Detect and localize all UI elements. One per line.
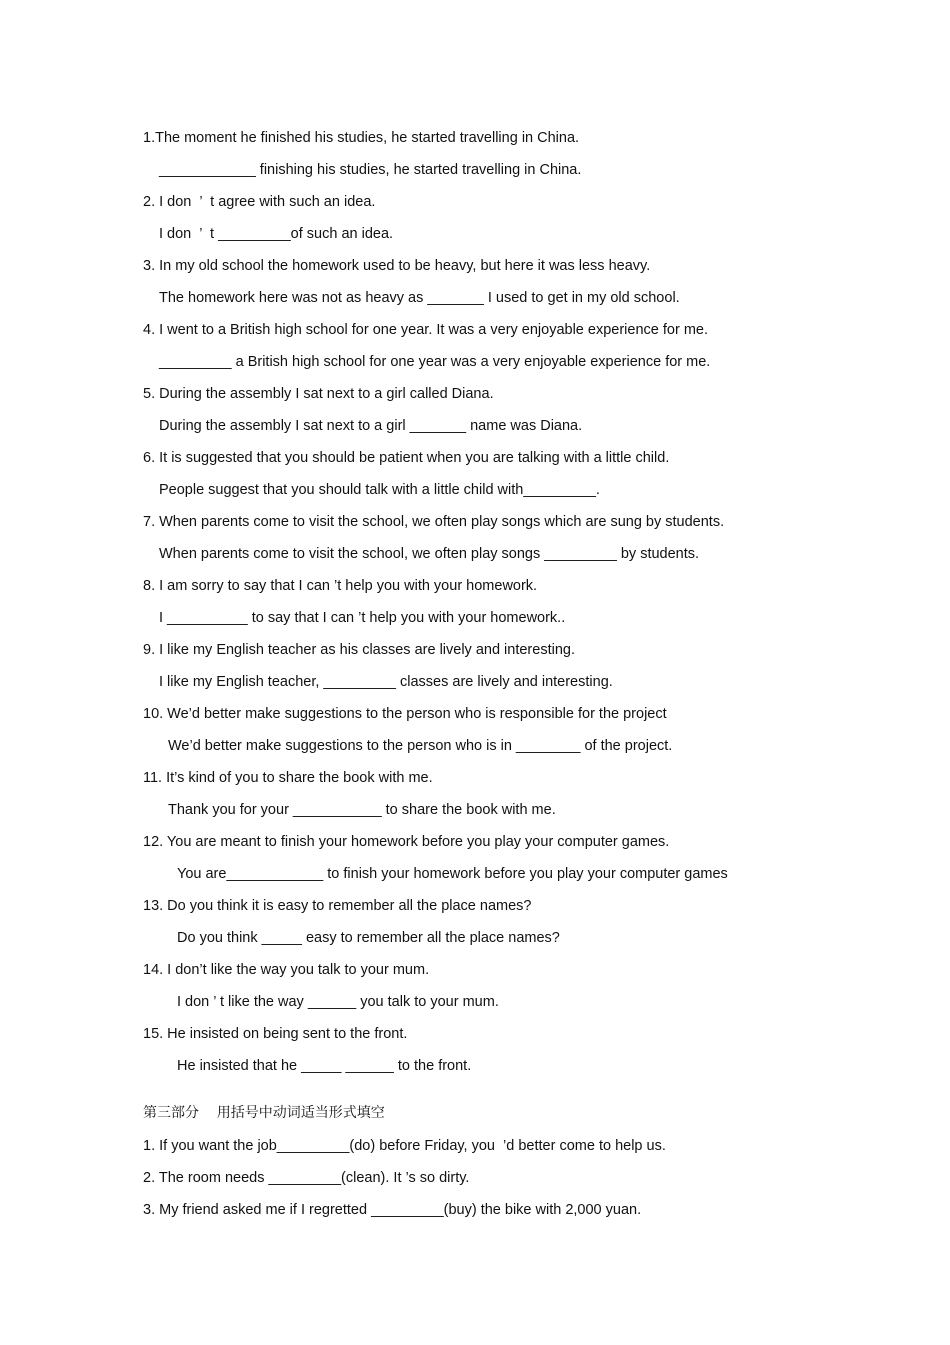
rewrite-14: I don ’ t like the way ______ you talk to your mum.: [177, 994, 499, 1010]
question-7: 7. When parents come to visit the school, we often play songs which are sung by students.: [143, 514, 725, 530]
rewrite-10: We’d better make suggestions to the person who is in ________ of the project.: [168, 738, 673, 754]
question-9: 9. I like my English teacher as his classes are lively and interesting.: [143, 642, 575, 658]
question-3: 3. In my old school the homework used to be heavy, but here it was less heavy.: [143, 258, 651, 274]
fill-item-2: 2. The room needs _________(clean). It ’s so dirty.: [143, 1170, 470, 1186]
question-2: 2. I don ’ t agree with such an idea.: [143, 194, 376, 210]
question-1: 1.The moment he finished his studies, he started travelling in China.: [143, 130, 580, 146]
rewrite-15: He insisted that he _____ ______ to the front.: [177, 1058, 472, 1074]
fill-item-1: 1. If you want the job_________(do) before Friday, you ’d better come to help us.: [143, 1138, 666, 1154]
section-heading: 第三部分 用括号中动词适当形式填空: [143, 1105, 385, 1121]
question-11: 11. It’s kind of you to share the book with me.: [143, 770, 433, 786]
question-13: 13. Do you think it is easy to remember all the place names?: [143, 898, 532, 914]
rewrite-6: People suggest that you should talk with a little child with_________.: [159, 482, 600, 498]
rewrite-13: Do you think _____ easy to remember all the place names?: [177, 930, 560, 946]
rewrite-2: I don ’ t _________of such an idea.: [159, 226, 394, 242]
rewrite-7: When parents come to visit the school, we often play songs _________ by students.: [159, 546, 700, 562]
question-8: 8. I am sorry to say that I can ’t help you with your homework.: [143, 578, 538, 594]
rewrite-11: Thank you for your ___________ to share the book with me.: [168, 802, 556, 818]
rewrite-5: During the assembly I sat next to a girl _______ name was Diana.: [159, 418, 583, 434]
question-15: 15. He insisted on being sent to the front.: [143, 1026, 408, 1042]
fill-item-3: 3. My friend asked me if I regretted _________(buy) the bike with 2,000 yuan.: [143, 1202, 642, 1218]
rewrite-12: You are____________ to finish your homework before you play your computer games: [177, 866, 728, 882]
question-6: 6. It is suggested that you should be patient when you are talking with a little child.: [143, 450, 670, 466]
rewrite-4: _________ a British high school for one year was a very enjoyable experience for me.: [159, 354, 711, 370]
question-5: 5. During the assembly I sat next to a girl called Diana.: [143, 386, 494, 402]
question-12: 12. You are meant to finish your homework before you play your computer games.: [143, 834, 670, 850]
rewrite-8: I __________ to say that I can ’t help you with your homework..: [159, 610, 566, 626]
rewrite-3: The homework here was not as heavy as _______ I used to get in my old school.: [159, 290, 680, 306]
rewrite-9: I like my English teacher, _________ classes are lively and interesting.: [159, 674, 613, 690]
question-10: 10. We’d better make suggestions to the person who is responsible for the project: [143, 706, 667, 722]
question-14: 14. I don’t like the way you talk to your mum.: [143, 962, 430, 978]
question-4: 4. I went to a British high school for one year. It was a very enjoyable experience for me.: [143, 322, 708, 338]
rewrite-1: ____________ finishing his studies, he started travelling in China.: [159, 162, 582, 178]
